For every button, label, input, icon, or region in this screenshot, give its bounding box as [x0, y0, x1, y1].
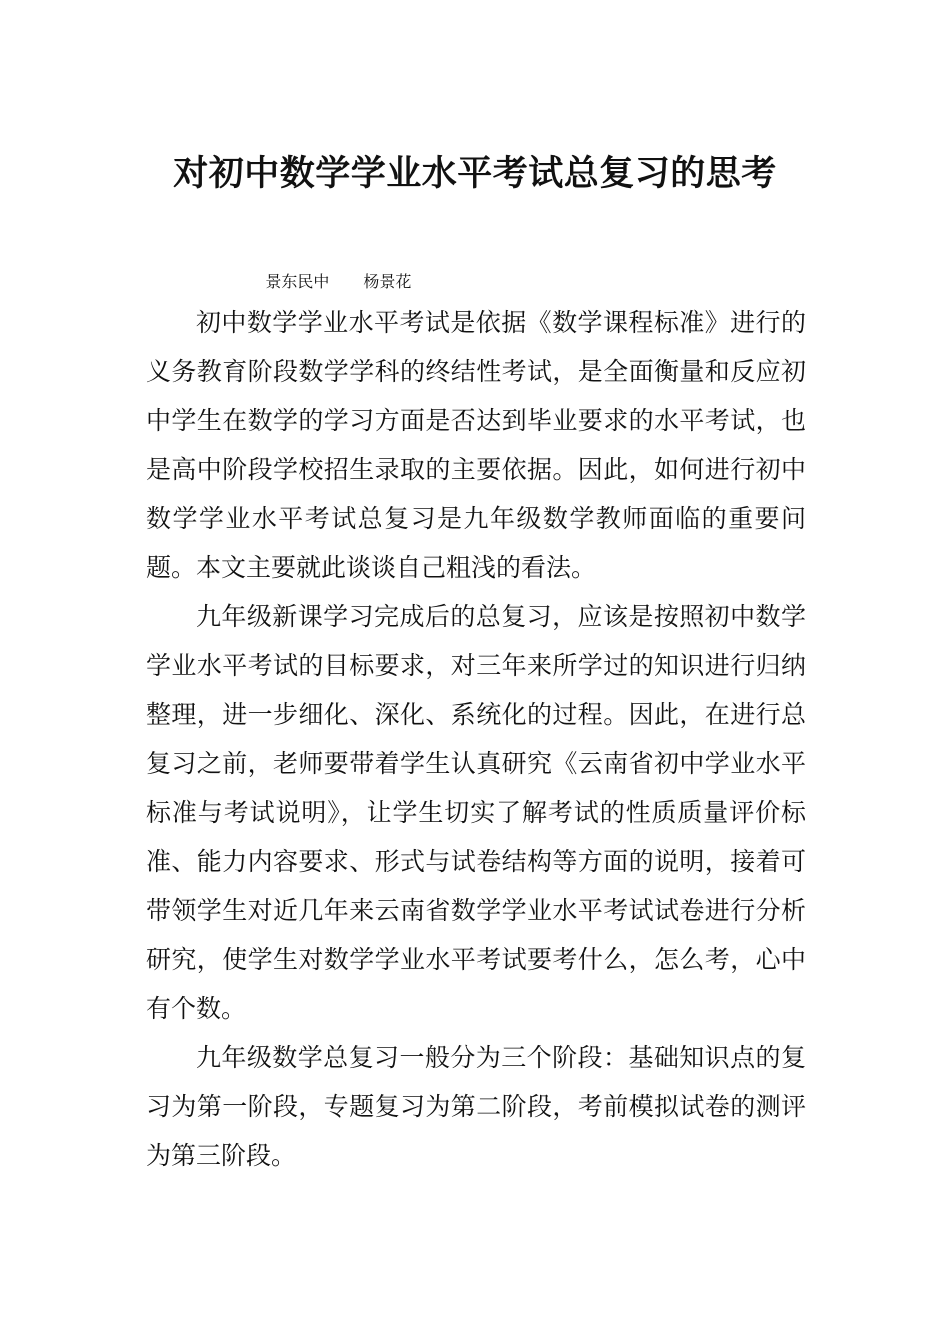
document-title: 对初中数学学业水平考试总复习的思考 — [173, 153, 777, 194]
author-name: 杨景花 — [363, 272, 412, 291]
document-body — [146, 298, 806, 1180]
body-paragraph: 九年级新课学习完成后的总复习，应该是按照初中数学学业水平考试的目标要求，对三年来所学过的知识进行归纳整理，进一步细化、深化、系统化的过程。因此，在进行总复习之前，老师要带着学生认真研究《云南省初中学业水平标准与考试说明》，让学生切实了解考试的性质质量评价标准、能力内容要求、形式与试卷结构等方面的说明，接着可带领学生对近几年来云南省数学学业水平考试试卷进行分析研究，使学生对数学学业水平考试要考什么，怎么考，心中有个数。 — [146, 602, 806, 1023]
body-paragraph: 九年级数学总复习一般分为三个阶段：基础知识点的复习为第一阶段，专题复习为第二阶段，考前模拟试卷的测评为第三阶段。 — [146, 1043, 806, 1170]
body-paragraph: 初中数学学业水平考试是依据《数学课程标准》进行的义务教育阶段数学学科的终结性考试，是全面衡量和反应初中学生在数学的学习方面是否达到毕业要求的水平考试，也是高中阶段学校招生录取的主要依据。因此，如何进行初中数学学业水平考试总复习是九年级数学教师面临的重要问题。本文主要就此谈谈自己粗浅的看法。 — [146, 308, 806, 582]
author-school: 景东民中 — [265, 272, 330, 291]
